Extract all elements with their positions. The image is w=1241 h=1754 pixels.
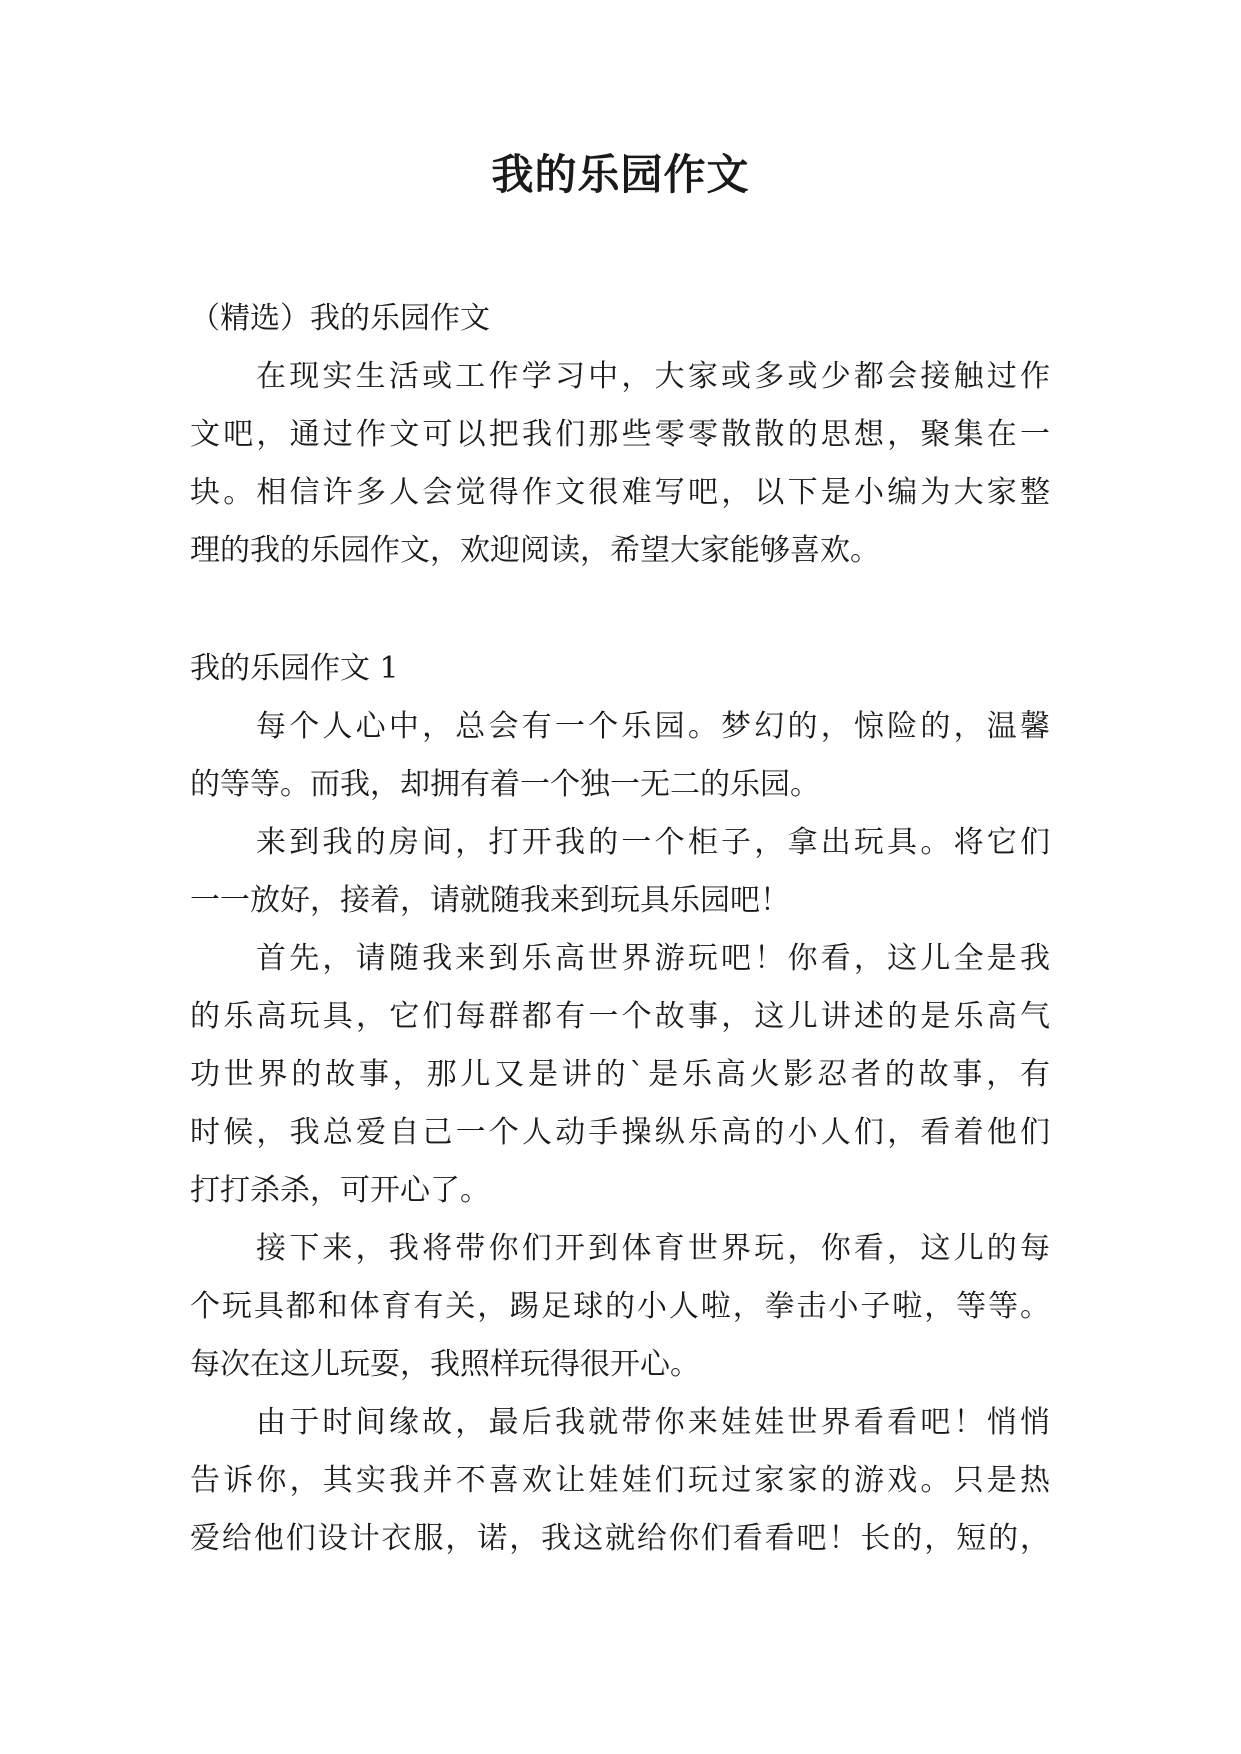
intro-heading: （精选）我的乐园作文 — [190, 301, 490, 336]
paragraph-line: 时候，我总爱自己一个人动手操纵乐高的小人们，看着他们 — [190, 1115, 1050, 1150]
paragraph-line: 功世界的故事，那儿又是讲的`是乐高火影忍者的故事，有 — [190, 1057, 1050, 1092]
document-title: 我的乐园作文 — [491, 150, 750, 199]
paragraph-line: 首先，请随我来到乐高世界游玩吧！你看，这儿全是我 — [256, 941, 1050, 976]
paragraph-line: 由于时间缘故，最后我就带你来娃娃世界看看吧！悄悄 — [256, 1405, 1050, 1440]
paragraph-line: 文吧，通过作文可以把我们那些零零散散的思想，聚集在一 — [190, 417, 1050, 452]
paragraph-line: 来到我的房间，打开我的一个柜子，拿出玩具。将它们 — [256, 825, 1050, 860]
paragraph-line: 的乐高玩具，它们每群都有一个故事，这儿讲述的是乐高气 — [190, 999, 1050, 1034]
paragraph-line: 接下来，我将带你们开到体育世界玩，你看，这儿的每 — [256, 1231, 1050, 1266]
paragraph-line: 告诉你，其实我并不喜欢让娃娃们玩过家家的游戏。只是热 — [190, 1463, 1050, 1498]
paragraph-line: 块。相信许多人会觉得作文很难写吧，以下是小编为大家整 — [190, 475, 1050, 510]
paragraph-line: 每个人心中，总会有一个乐园。梦幻的，惊险的，温馨 — [256, 709, 1050, 744]
paragraph-line: 理的我的乐园作文，欢迎阅读，希望大家能够喜欢。 — [190, 533, 880, 568]
section-heading: 我的乐园作文 1 — [190, 651, 399, 686]
paragraph-line: 爱给他们设计衣服，诺，我这就给你们看看吧！长的，短的， — [190, 1521, 1050, 1556]
paragraph-line: 打打杀杀，可开心了。 — [190, 1173, 490, 1208]
paragraph-line: 的等等。而我，却拥有着一个独一无二的乐园。 — [190, 767, 820, 802]
paragraph-line: 个玩具都和体育有关，踢足球的小人啦，拳击小子啦，等等。 — [190, 1289, 1050, 1324]
paragraph-line: 在现实生活或工作学习中，大家或多或少都会接触过作 — [256, 359, 1050, 394]
paragraph-line: 一一放好，接着，请就随我来到玩具乐园吧！ — [190, 883, 790, 918]
section-gap — [190, 580, 1050, 640]
paragraph-line: 每次在这儿玩耍，我照样玩得很开心。 — [190, 1347, 700, 1382]
document-body — [190, 290, 1050, 1568]
